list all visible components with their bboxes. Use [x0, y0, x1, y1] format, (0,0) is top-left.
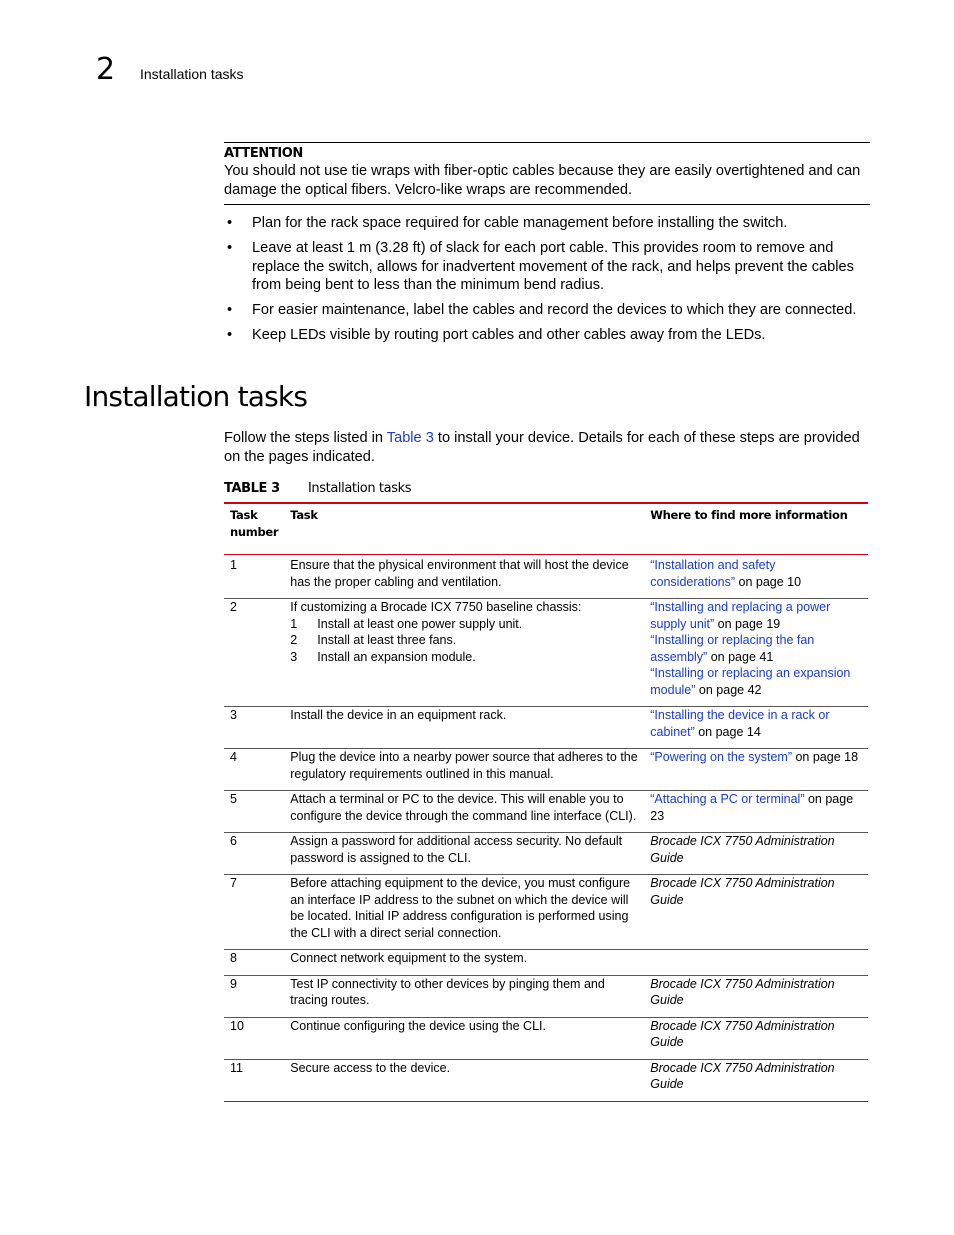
table-row — [224, 1017, 868, 1059]
task-text: Connect network equipment to the system. — [290, 951, 528, 965]
info-page: on page 10 — [735, 574, 802, 589]
table-header-row — [224, 503, 868, 555]
info-page: on page 41 — [707, 649, 774, 664]
info-page: on page 14 — [694, 724, 761, 739]
task-text: Before attaching equipment to the device, you must configure an interface IP address to the subnet on which the device will be located. Initial IP address configuration is performed using the CLI with a direct serial connection. — [290, 876, 631, 940]
chapter-number: 2 — [96, 52, 116, 87]
list-item — [224, 239, 870, 295]
substep-text: Install at least three fans. — [317, 633, 457, 647]
info-link[interactable]: “Installation and safety considerations” — [650, 558, 776, 589]
installation-tasks-table — [224, 502, 868, 1102]
list-item-text: For easier maintenance, label the cables and record the devices to which they are connected. — [252, 302, 857, 318]
list-item-text: Keep LEDs visible by routing port cables and other cables away from the LEDs. — [252, 327, 766, 343]
substep-number: 1 — [290, 616, 298, 631]
info-ref — [650, 665, 862, 698]
task-text: If customizing a Brocade ICX 7750 baseline chassis: — [290, 600, 582, 614]
info-ref — [650, 632, 862, 665]
list-item-text: Leave at least 1 m (3.28 ft) of slack for each port cable. This provides room to remove and replace the switch, allows for inadvertent movement of the rack, and helps prevent the cables from being bent to less than the minimum bend radius. — [252, 240, 854, 293]
info-link[interactable]: “Attaching a PC or terminal” — [650, 792, 805, 806]
cable-guidelines-list — [224, 214, 870, 351]
task-number: 4 — [230, 750, 237, 764]
task-text: Plug the device into a nearby power source that adheres to the regulatory requirements outlined in this manual. — [290, 750, 638, 781]
table-row — [224, 1059, 868, 1101]
table-row — [224, 833, 868, 875]
table-row — [224, 950, 868, 976]
guide-reference: Brocade ICX 7750 Administration Guide — [650, 834, 835, 865]
running-header-title: Installation tasks — [140, 66, 244, 82]
table-row — [224, 749, 868, 791]
task-text: Assign a password for additional access security. No default password is assigned to the CLI. — [290, 834, 623, 865]
info-link[interactable]: “Installing or replacing the fan assembly” — [650, 633, 815, 664]
substep-number: 2 — [290, 633, 298, 647]
task-number: 7 — [230, 876, 237, 890]
task-number: 8 — [230, 951, 237, 965]
task-number: 3 — [230, 708, 237, 722]
substep-text: Install at least one power supply unit. — [317, 616, 523, 631]
table-caption-text: Installation tasks — [308, 481, 412, 496]
task-number: 11 — [230, 1060, 243, 1075]
table-row — [224, 975, 868, 1017]
bullet-icon: • — [227, 327, 233, 343]
table-row — [224, 555, 868, 599]
info-page: on page 19 — [714, 616, 781, 631]
attention-heading: ATTENTION — [224, 146, 303, 161]
table-label: TABLE 3 — [224, 481, 280, 496]
substep — [290, 649, 638, 666]
task-number: 1 — [230, 558, 237, 572]
attention-text: You should not use tie wraps with fiber-optic cables because they are easily overtightened and can damage the optical fibers. Velcro-like wraps are recommended. — [224, 163, 861, 198]
section-intro — [224, 429, 870, 467]
guide-reference: Brocade ICX 7750 Administration Guide — [650, 1018, 835, 1049]
table-row — [224, 875, 868, 950]
list-item — [224, 301, 870, 320]
column-header-task-number: Task number — [230, 508, 279, 539]
substep-number: 3 — [290, 649, 298, 664]
table-row — [224, 791, 868, 833]
info-cell — [644, 555, 868, 599]
info-link[interactable]: “Installing and replacing a power supply unit” — [650, 600, 831, 631]
info-page: on page 42 — [695, 682, 762, 697]
task-cell — [284, 599, 644, 707]
table-caption — [224, 480, 868, 498]
substep-text: Install an expansion module. — [317, 649, 476, 664]
guide-reference: Brocade ICX 7750 Administration Guide — [650, 876, 835, 907]
info-cell — [644, 707, 868, 749]
bullet-icon: • — [227, 240, 233, 256]
column-header-info: Where to find more information — [650, 508, 848, 522]
task-text: Attach a terminal or PC to the device. This will enable you to configure the device through the command line interface (CLI). — [290, 792, 637, 823]
info-page: on page 18 — [792, 750, 859, 764]
substep-list — [290, 616, 638, 666]
bullet-icon: • — [227, 215, 233, 231]
column-header-task: Task — [290, 508, 318, 522]
substep — [290, 632, 638, 649]
info-link[interactable]: “Powering on the system” — [650, 750, 792, 764]
table-row — [224, 707, 868, 749]
info-page: on page 23 — [650, 792, 854, 823]
task-text: Secure access to the device. — [290, 1060, 451, 1075]
guide-reference — [644, 950, 868, 976]
task-text: Ensure that the physical environment that will host the device has the proper cabling and ventilation. — [290, 558, 629, 589]
task-text: Continue configuring the device using the CLI. — [290, 1018, 546, 1033]
info-cell — [644, 599, 868, 707]
task-number: 10 — [230, 1018, 244, 1033]
intro-text-after: to install your device. Details for each of these steps are provided on the pages indicated. — [224, 430, 860, 465]
table-3-link[interactable]: Table 3 — [386, 430, 434, 446]
task-text: Test IP connectivity to other devices by pinging them and tracing routes. — [290, 976, 605, 1007]
table-row — [224, 599, 868, 707]
task-number: 6 — [230, 834, 237, 848]
task-number: 9 — [230, 976, 237, 991]
info-link[interactable]: “Installing the device in a rack or cabinet” — [650, 708, 830, 739]
section-title: Installation tasks — [84, 380, 308, 413]
intro-text-before: Follow the steps listed in — [224, 430, 387, 446]
info-cell — [644, 749, 868, 791]
task-text: Install the device in an equipment rack. — [290, 708, 507, 722]
guide-reference: Brocade ICX 7750 Administration Guide — [650, 976, 835, 1007]
substep — [290, 616, 638, 633]
bullet-icon: • — [227, 302, 233, 318]
list-item — [224, 326, 870, 345]
info-cell — [644, 791, 868, 833]
list-item-text: Plan for the rack space required for cable management before installing the switch. — [252, 215, 788, 231]
list-item — [224, 214, 870, 233]
guide-reference: Brocade ICX 7750 Administration Guide — [650, 1060, 835, 1091]
task-number: 2 — [230, 600, 237, 614]
info-ref — [650, 599, 862, 632]
attention-box — [224, 142, 870, 205]
task-number: 5 — [230, 792, 237, 806]
info-link[interactable]: “Installing or replacing an expansion module” — [650, 666, 851, 697]
